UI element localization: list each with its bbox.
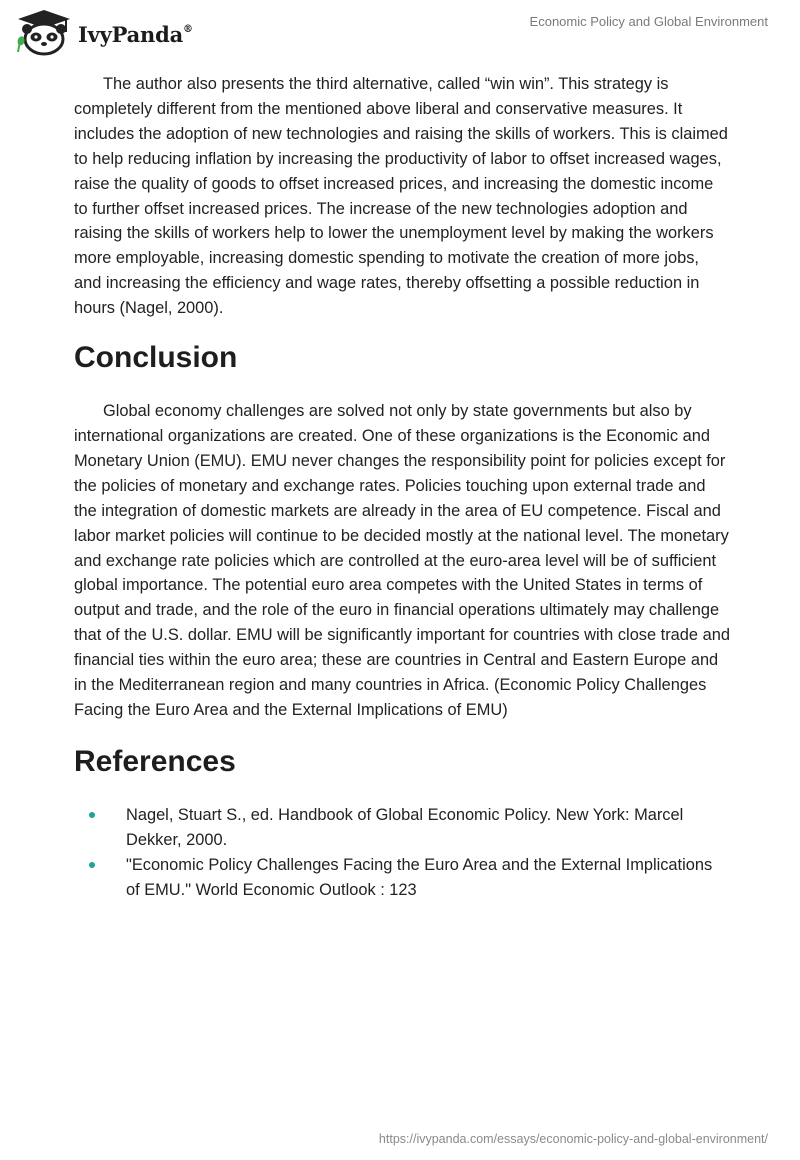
logo-wordmark <box>78 22 193 47</box>
dot-bullet-icon <box>89 812 95 818</box>
paragraph-win-win: The author also presents the third alternative, called “win win”. This strategy is completely different from the mentioned above liberal and conservative measures. It includes the adoption of new technologies and raising the skills of workers. This is claimed to help reducing inflation by increasing the productivity of labor to offset increased wages, raise the quality of goods to offset increased prices, and increasing the domestic income to further offset increased prices. The increase of the new technologies adoption and raising the skills of workers help to lower the unemployment level by making the workers more employable, increasing domestic spending to motivate the creation of more jobs, and increasing the efficiency and wage rates, thereby offsetting a possible reduction in hours (Nagel, 2000). <box>74 75 728 318</box>
dot-bullet-icon <box>89 862 95 868</box>
reference-item <box>74 803 730 853</box>
paragraph-conclusion: Global economy challenges are solved not only by state governments but also by international organizations are created. One of these organizations is the Economic and Monetary Union (EMU). EMU never changes the responsibility point for policies except for the policies of monetary and exchange rates. Policies touching upon external trade and the integration of domestic markets are already in the area of EU competence. Fiscal and labor market policies will continue to be decided mostly at the national level. The monetary and exchange rate policies which are controlled at the euro-area level will be of sufficient global importance. The potential euro area competes with the United States in terms of output and trade, and the role of the euro in financial operations ultimately may challenge that of the U.S. dollar. EMU will be significantly important for countries with close trade and financial ties within the euro area; these are countries in Central and Eastern Europe and in the Mediterranean region and many countries in Africa. (Economic Policy Challenges Facing the Euro Area and the External Implications of EMU) <box>74 402 730 719</box>
logo-text: IvyPanda <box>78 21 184 47</box>
document-title: Economic Policy and Global Environment <box>529 14 768 29</box>
reference-text: "Economic Policy Challenges Facing the Euro Area and the External Implications of EMU." World Economic Outlook : 123 <box>126 855 713 899</box>
ivypanda-logo[interactable] <box>14 8 193 56</box>
references-heading: References <box>74 744 236 778</box>
reference-text: Nagel, Stuart S., ed. Handbook of Global Economic Policy. New York: Marcel Dekker, 2000. <box>126 805 684 849</box>
registered-mark: ® <box>183 23 193 35</box>
essay-content <box>74 72 730 902</box>
panda-graduate-icon <box>14 8 74 56</box>
reference-item <box>74 853 730 903</box>
page-header <box>0 0 800 64</box>
references-list <box>74 803 730 903</box>
conclusion-heading: Conclusion <box>74 341 238 375</box>
source-url-link[interactable]: https://ivypanda.com/essays/economic-policy-and-global-environment/ <box>378 1132 768 1146</box>
